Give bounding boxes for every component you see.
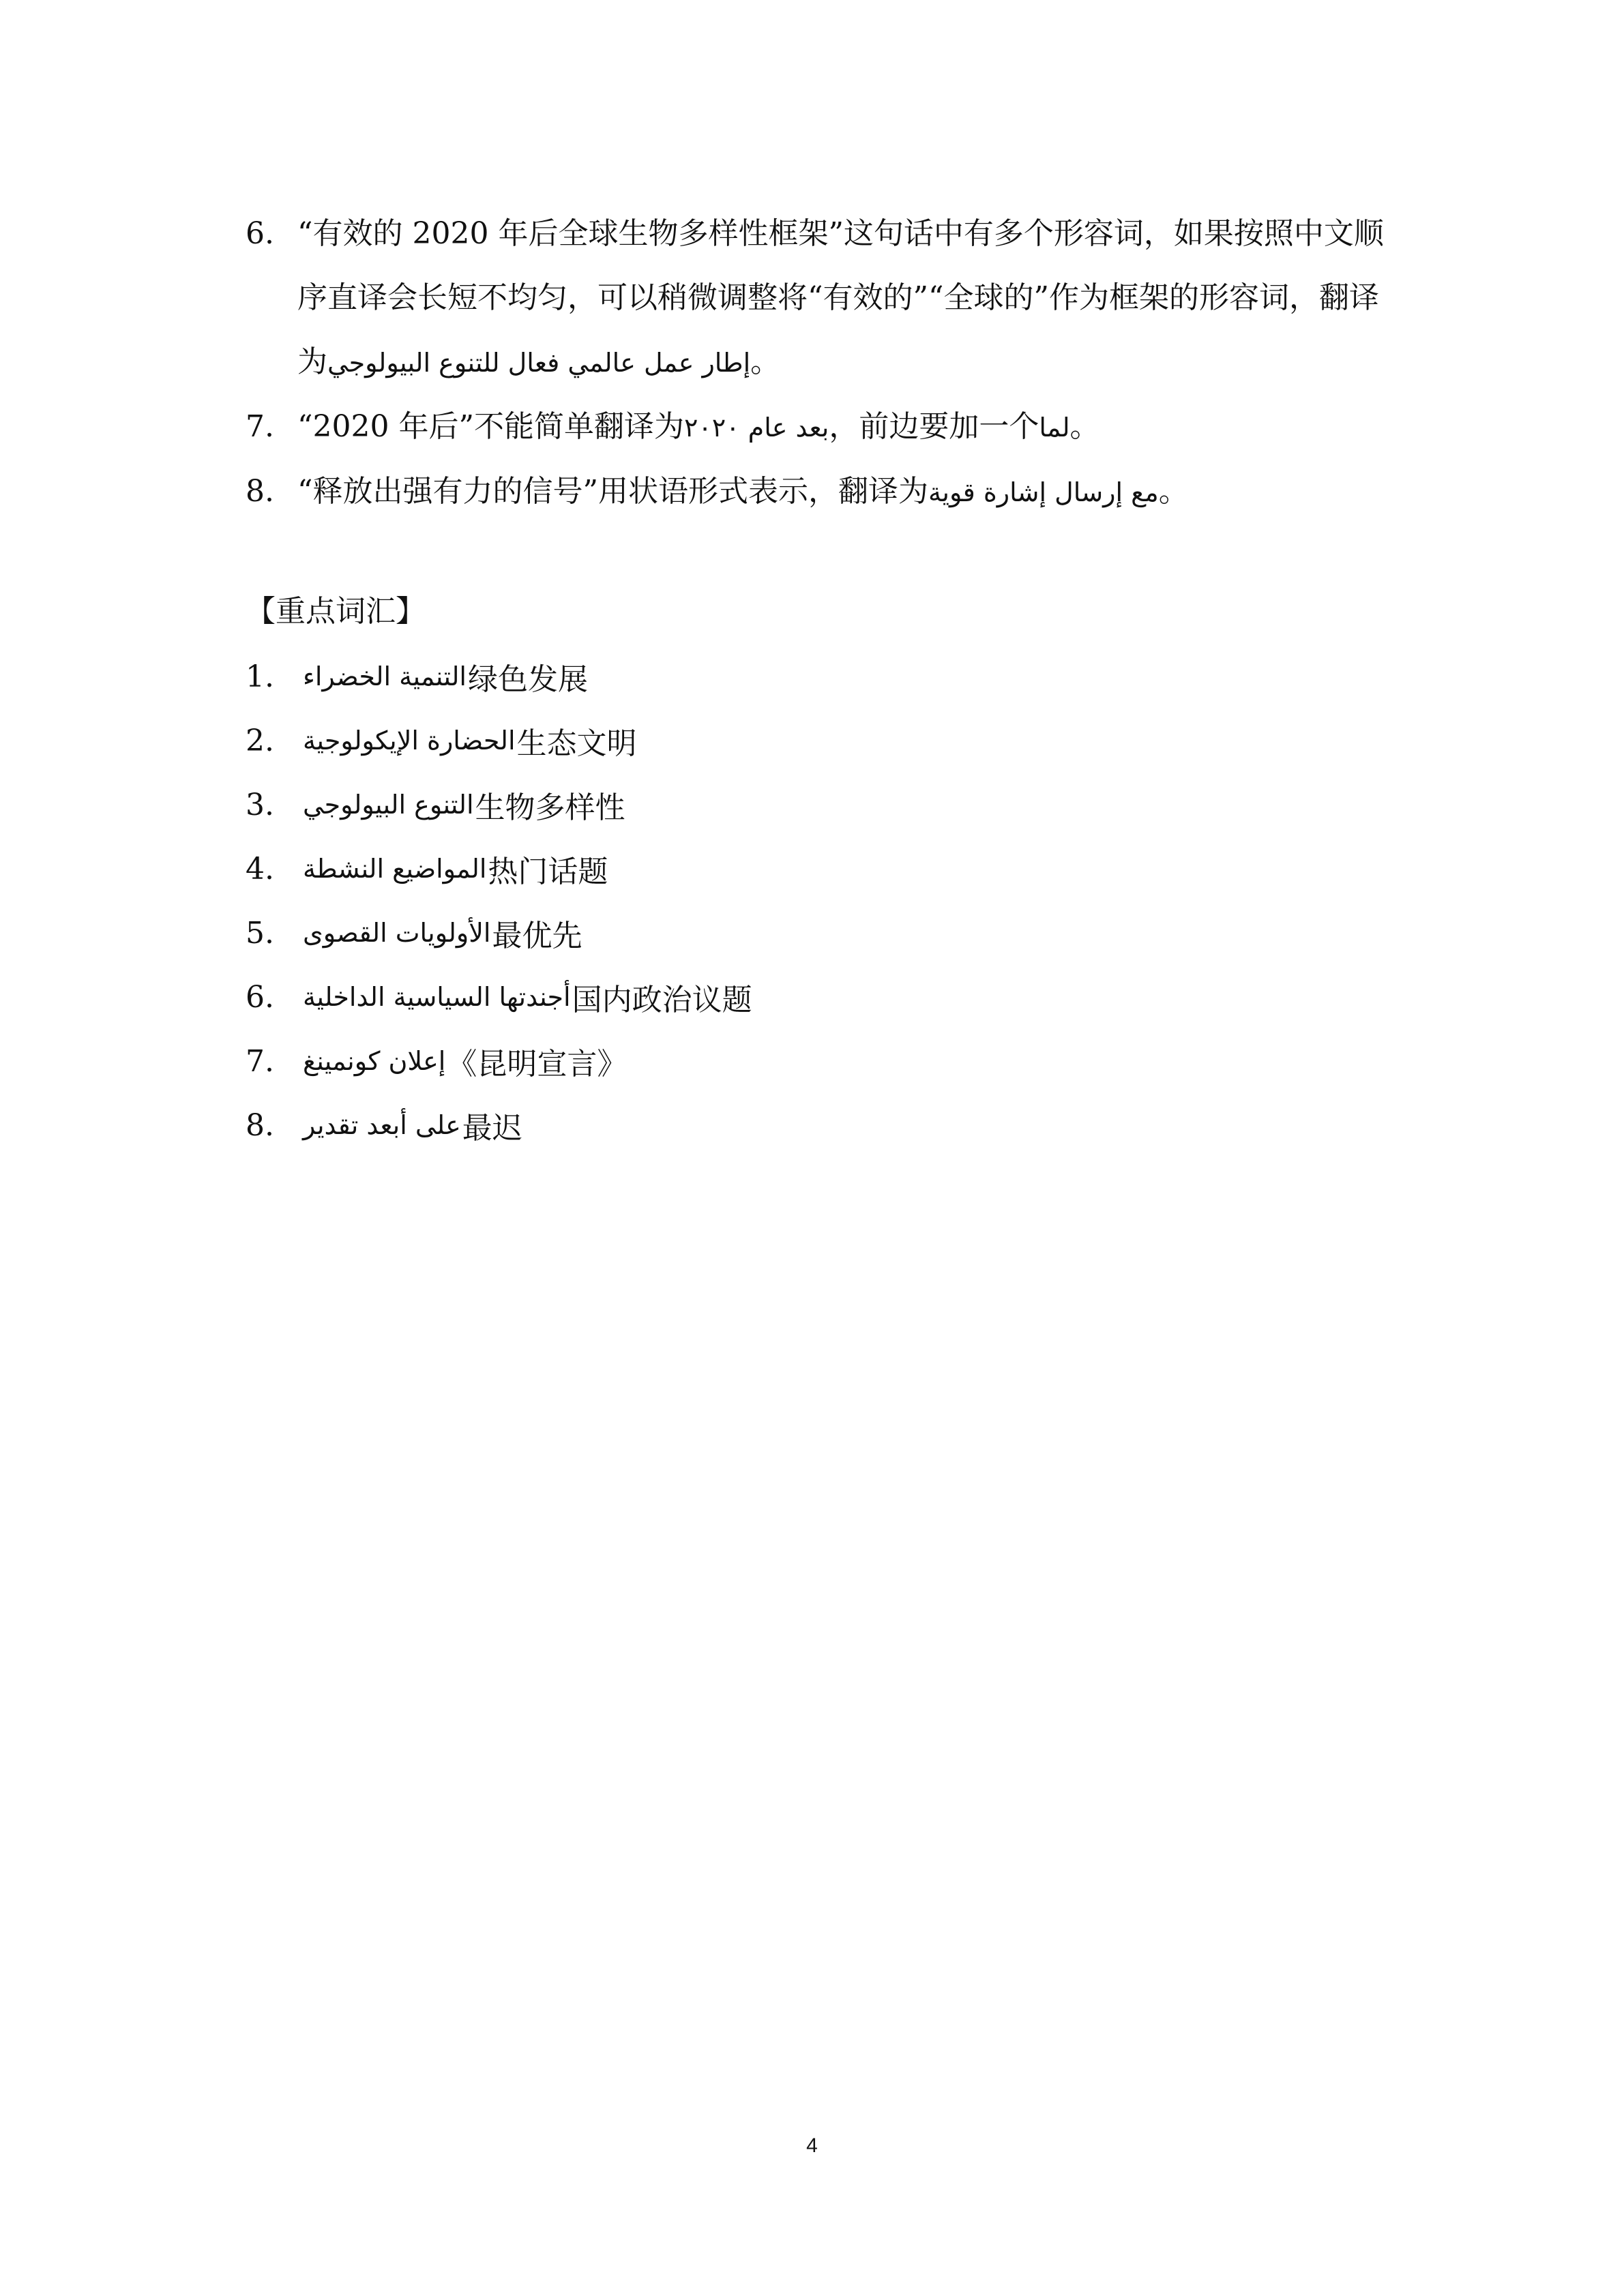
note-text-zh: 。 (750, 344, 781, 379)
vocabulary-item (246, 1029, 1337, 1093)
vocabulary-arabic: الحضارة الإيكولوجية (303, 726, 516, 756)
vocabulary-number: 8. (246, 1107, 274, 1143)
vocabulary-arabic: أجندتها السياسية الداخلية (303, 982, 571, 1012)
vocabulary-chinese: 最迟 (462, 1111, 522, 1146)
vocabulary-chinese: 《昆明宣言》 (447, 1047, 628, 1082)
note-text-zh: “释放出强有力的信号”用状语形式表示，翻译为 (297, 474, 928, 509)
note-item-8 (246, 460, 1391, 524)
page-number: 4 (806, 2134, 818, 2157)
vocabulary-chinese: 生态文明 (516, 726, 637, 761)
vocabulary-item (246, 837, 1337, 901)
vocabulary-number: 2. (246, 723, 274, 758)
vocabulary-arabic: الأولويات القصوى (303, 918, 491, 948)
vocabulary-arabic: التنمية الخضراء (303, 661, 467, 691)
vocabulary-number: 1. (246, 659, 274, 694)
note-text-zh: “2020 年后”不能简单翻译为 (297, 409, 684, 444)
vocabulary-chinese: 生物多样性 (475, 790, 625, 825)
note-number: 6. (246, 216, 274, 251)
vocabulary-chinese: 最优先 (492, 919, 582, 953)
vocabulary-item (246, 709, 1337, 773)
note-text-ar: مع إرسال إشارة قوية (928, 477, 1159, 507)
note-item-6 (246, 202, 1391, 395)
vocabulary-item (246, 901, 1337, 965)
translation-notes (246, 202, 1391, 524)
note-text-zh: “有效的 2020 年后全球生物多样性框架”这句话中有多个形容词，如果按照中文顺序直译会长短不均匀，可以稍微调整将“有效的”“全球的”作为框架的形容词，翻译为 (297, 216, 1384, 379)
vocabulary-item (246, 1093, 1337, 1157)
note-text-ar: بعد عام ٢٠٢٠ (683, 413, 829, 443)
note-text (297, 395, 1391, 460)
note-number: 7. (246, 409, 274, 444)
vocabulary-item (246, 773, 1337, 837)
section-title-key-vocabulary: 【重点词汇】 (246, 594, 426, 629)
note-text (297, 202, 1391, 395)
vocabulary-arabic: التنوع البيولوجي (303, 790, 474, 820)
note-text-ar: لما (1039, 413, 1070, 443)
note-text-zh: 。 (1158, 474, 1189, 509)
vocabulary-item (246, 644, 1337, 709)
note-item-7 (246, 395, 1391, 460)
note-text-zh: 。 (1069, 409, 1100, 444)
vocabulary-list (246, 644, 1337, 1157)
vocabulary-item (246, 965, 1337, 1029)
vocabulary-number: 7. (246, 1043, 274, 1079)
vocabulary-number: 4. (246, 851, 274, 886)
vocabulary-arabic: إعلان كونمينغ (303, 1046, 446, 1076)
note-text-ar: إطار عمل عالمي فعال للتنوع البيولوجي (327, 348, 751, 378)
vocabulary-number: 6. (246, 979, 274, 1015)
vocabulary-chinese: 国内政治议题 (572, 983, 752, 1017)
note-number: 8. (246, 474, 274, 509)
note-text (297, 460, 1391, 524)
note-text-zh: ，前边要加一个 (829, 409, 1039, 444)
vocabulary-arabic: المواضيع النشطة (303, 854, 487, 884)
vocabulary-number: 5. (246, 915, 274, 951)
vocabulary-number: 3. (246, 787, 274, 822)
vocabulary-chinese: 热门话题 (488, 854, 608, 889)
vocabulary-arabic: على أبعد تقدير (303, 1110, 461, 1140)
vocabulary-chinese: 绿色发展 (467, 662, 588, 697)
